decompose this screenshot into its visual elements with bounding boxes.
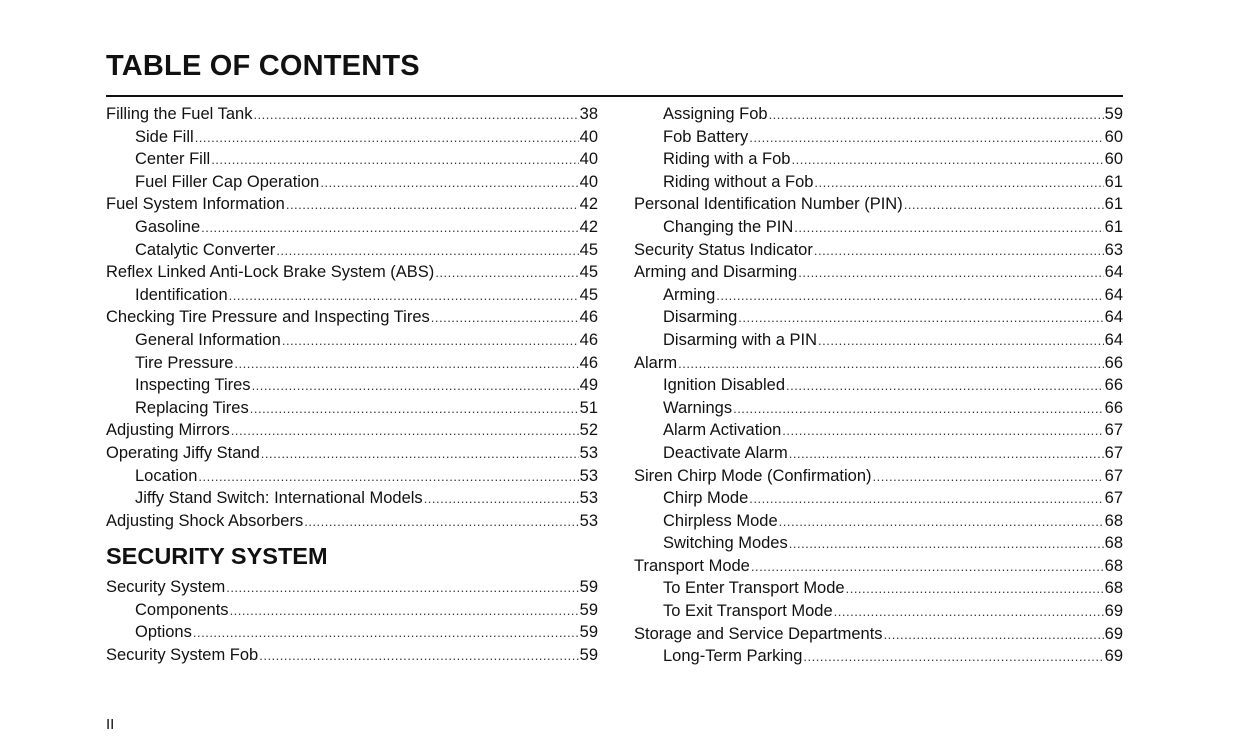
toc-entry — [634, 284, 1123, 307]
toc-entry — [634, 216, 1123, 239]
toc-entry-title: Filling the Fuel Tank — [106, 105, 253, 123]
dot-leader — [234, 353, 578, 376]
toc-entry-title: Replacing Tires — [135, 398, 249, 417]
toc-entry — [634, 397, 1123, 420]
toc-entry-title: Chirpless Mode — [663, 511, 778, 530]
toc-entry-title: Chirp Mode — [663, 489, 749, 508]
toc-entry — [634, 419, 1123, 442]
toc-entry-page-number: 60 — [1104, 150, 1123, 169]
dot-leader — [794, 217, 1103, 240]
dot-leader — [749, 488, 1103, 511]
dot-leader — [678, 353, 1104, 376]
toc-entry-page-number: 66 — [1104, 398, 1123, 417]
toc-entry — [106, 510, 598, 533]
toc-entry-page-number: 59 — [579, 646, 598, 665]
toc-entry-title: Alarm — [634, 353, 678, 372]
toc-entry-title: Checking Tire Pressure and Inspecting Tires — [106, 308, 430, 327]
toc-entry-page-number: 49 — [579, 376, 598, 395]
toc-entry — [106, 148, 598, 171]
toc-entry-page-number: 66 — [1104, 376, 1123, 395]
toc-entry — [634, 329, 1123, 352]
toc-entry-title: Arming — [663, 285, 716, 304]
toc-entry — [106, 397, 598, 420]
toc-entry — [634, 171, 1123, 194]
dot-leader — [253, 104, 578, 127]
toc-entry-page-number: 59 — [579, 600, 598, 619]
toc-list-top — [106, 103, 598, 532]
toc-entry-title: Siren Chirp Mode (Confirmation) — [634, 466, 872, 485]
toc-entry-title: Inspecting Tires — [135, 376, 251, 395]
dot-leader — [250, 398, 579, 421]
toc-entry — [106, 442, 598, 465]
dot-leader — [226, 577, 578, 600]
toc-entry-title: Alarm Activation — [663, 421, 782, 440]
toc-entry — [106, 644, 598, 667]
toc-entry-title: Operating Jiffy Stand — [106, 443, 260, 462]
toc-entry-page-number: 66 — [1104, 353, 1123, 372]
toc-entry-page-number: 69 — [1104, 647, 1123, 666]
dot-leader — [814, 240, 1104, 263]
toc-entry — [634, 555, 1123, 578]
toc-entry-page-number: 40 — [579, 150, 598, 169]
toc-entry — [106, 329, 598, 352]
toc-entry-title: Components — [135, 600, 229, 619]
dot-leader — [791, 149, 1103, 172]
toc-entry-title: Location — [135, 466, 198, 485]
toc-entry-page-number: 46 — [579, 353, 598, 372]
toc-list-bottom — [106, 576, 598, 666]
toc-entry — [634, 600, 1123, 623]
toc-entry-title: Warnings — [663, 398, 733, 417]
toc-entry-title: Catalytic Converter — [135, 240, 276, 259]
dot-leader — [873, 466, 1104, 489]
toc-entry — [106, 171, 598, 194]
toc-entry-title: Tire Pressure — [135, 353, 234, 372]
toc-entry-page-number: 40 — [579, 127, 598, 146]
dot-leader — [259, 645, 578, 668]
toc-entry-page-number: 45 — [579, 240, 598, 259]
toc-entry — [634, 239, 1123, 262]
toc-entry-page-number: 67 — [1104, 466, 1123, 485]
toc-entry — [106, 352, 598, 375]
toc-entry-title: Disarming with a PIN — [663, 330, 818, 349]
toc-entry-title: Switching Modes — [663, 534, 788, 553]
toc-entry-page-number: 53 — [579, 511, 598, 530]
toc-entry-page-number: 64 — [1104, 263, 1123, 282]
toc-entry-title: Deactivate Alarm — [663, 443, 788, 462]
toc-entry — [106, 599, 598, 622]
toc-entry-page-number: 68 — [1104, 534, 1123, 553]
toc-entry — [634, 126, 1123, 149]
dot-leader — [304, 511, 578, 534]
toc-entry — [634, 261, 1123, 284]
toc-entry-title: Personal Identification Number (PIN) — [634, 195, 903, 214]
toc-entry-page-number: 68 — [1104, 579, 1123, 598]
dot-leader — [282, 330, 579, 353]
toc-entry — [634, 148, 1123, 171]
toc-entry-title: Jiffy Stand Switch: International Models — [135, 489, 423, 508]
toc-entry-title: Long-Term Parking — [663, 647, 803, 666]
toc-entry-title: Security Status Indicator — [634, 240, 813, 259]
dot-leader — [193, 622, 579, 645]
dot-leader — [431, 307, 579, 330]
page-title: TABLE OF CONTENTS — [106, 50, 420, 82]
toc-entry — [634, 487, 1123, 510]
dot-leader — [846, 578, 1104, 601]
dot-leader — [230, 600, 579, 623]
toc-entry-title: To Enter Transport Mode — [663, 579, 845, 598]
toc-entry-page-number: 68 — [1104, 556, 1123, 575]
toc-entry-page-number: 61 — [1104, 217, 1123, 236]
toc-entry — [634, 645, 1123, 668]
toc-entry-title: Arming and Disarming — [634, 263, 798, 282]
toc-entry-title: Security System Fob — [106, 646, 259, 665]
dot-leader — [738, 307, 1103, 330]
toc-entry-page-number: 46 — [579, 308, 598, 327]
toc-entry — [634, 510, 1123, 533]
dot-leader — [716, 285, 1103, 308]
toc-entry-title: Security System — [106, 578, 226, 597]
dot-leader — [779, 511, 1104, 534]
toc-entry-page-number: 53 — [579, 443, 598, 462]
toc-entry-page-number: 46 — [579, 330, 598, 349]
toc-entry-page-number: 45 — [579, 263, 598, 282]
toc-entry — [106, 621, 598, 644]
toc-entry-page-number: 53 — [579, 466, 598, 485]
toc-entry-page-number: 59 — [579, 623, 598, 642]
toc-entry-page-number: 40 — [579, 172, 598, 191]
toc-entry-title: Center Fill — [135, 150, 211, 169]
toc-entry-title: Storage and Service Departments — [634, 624, 883, 643]
toc-entry-title: Changing the PIN — [663, 217, 794, 236]
toc-entry-title: Fob Battery — [663, 127, 749, 146]
title-divider — [106, 95, 1123, 97]
toc-entry-page-number: 64 — [1104, 330, 1123, 349]
dot-leader — [435, 262, 578, 285]
toc-entry — [106, 103, 598, 126]
dot-leader — [276, 240, 578, 263]
toc-entry-page-number: 42 — [579, 195, 598, 214]
toc-entry — [634, 623, 1123, 646]
dot-leader — [803, 646, 1103, 669]
toc-entry-page-number: 53 — [579, 489, 598, 508]
dot-leader — [320, 172, 578, 195]
toc-entry-title: Identification — [135, 285, 228, 304]
toc-entry — [634, 103, 1123, 126]
dot-leader — [818, 330, 1104, 353]
dot-leader — [884, 624, 1104, 647]
toc-entry-title: General Information — [135, 330, 281, 349]
toc-entry-page-number: 67 — [1104, 489, 1123, 508]
toc-entry — [106, 419, 598, 442]
dot-leader — [229, 285, 579, 308]
toc-entry-page-number: 63 — [1104, 240, 1123, 259]
toc-entry — [634, 532, 1123, 555]
toc-entry — [106, 216, 598, 239]
toc-entry — [106, 306, 598, 329]
dot-leader — [424, 488, 579, 511]
toc-entry-title: Riding without a Fob — [663, 172, 814, 191]
toc-entry-title: Gasoline — [135, 217, 201, 236]
toc-entry-page-number: 61 — [1104, 195, 1123, 214]
dot-leader — [786, 375, 1104, 398]
toc-entry-page-number: 67 — [1104, 421, 1123, 440]
toc-entry-title: Reflex Linked Anti-Lock Brake System (ABS) — [106, 263, 435, 282]
dot-leader — [904, 194, 1104, 217]
toc-left-column — [106, 103, 598, 667]
toc-entry-page-number: 52 — [579, 421, 598, 440]
toc-entry — [634, 577, 1123, 600]
section-heading-security-system: SECURITY SYSTEM — [106, 543, 328, 570]
toc-entry-title: To Exit Transport Mode — [663, 602, 833, 621]
toc-entry-title: Adjusting Mirrors — [106, 421, 230, 440]
dot-leader — [789, 533, 1104, 556]
toc-entry-title: Transport Mode — [634, 556, 750, 575]
toc-entry — [106, 239, 598, 262]
toc-entry-title: Fuel System Information — [106, 195, 285, 214]
toc-entry-title: Assigning Fob — [663, 105, 768, 123]
dot-leader — [211, 149, 578, 172]
toc-entry — [106, 374, 598, 397]
toc-entry — [106, 284, 598, 307]
toc-entry-title: Riding with a Fob — [663, 150, 791, 169]
toc-entry-title: Adjusting Shock Absorbers — [106, 511, 304, 530]
dot-leader — [782, 420, 1103, 443]
toc-entry — [634, 352, 1123, 375]
dot-leader — [814, 172, 1103, 195]
toc-entry-title: Disarming — [663, 308, 738, 327]
toc-entry — [106, 261, 598, 284]
toc-entry — [634, 193, 1123, 216]
toc-entry-page-number: 51 — [579, 398, 598, 417]
toc-entry — [106, 487, 598, 510]
toc-entry — [634, 306, 1123, 329]
dot-leader — [798, 262, 1103, 285]
toc-entry-page-number: 38 — [579, 105, 598, 123]
dot-leader — [751, 556, 1104, 579]
toc-entry-title: Side Fill — [135, 127, 194, 146]
toc-entry — [634, 465, 1123, 488]
toc-entry — [634, 442, 1123, 465]
toc-entry-title: Ignition Disabled — [663, 376, 785, 395]
toc-entry — [106, 126, 598, 149]
toc-entry-page-number: 45 — [579, 285, 598, 304]
dot-leader — [231, 420, 579, 443]
toc-entry-page-number: 69 — [1104, 602, 1123, 621]
dot-leader — [769, 104, 1104, 127]
toc-entry-page-number: 69 — [1104, 624, 1123, 643]
page-number: II — [106, 716, 115, 733]
dot-leader — [733, 398, 1104, 421]
dot-leader — [252, 375, 579, 398]
dot-leader — [198, 466, 578, 489]
dot-leader — [789, 443, 1104, 466]
toc-entry — [106, 193, 598, 216]
toc-entry — [634, 374, 1123, 397]
toc-entry — [106, 576, 598, 599]
toc-list-right — [634, 103, 1123, 668]
toc-entry-page-number: 64 — [1104, 285, 1123, 304]
toc-entry-page-number: 61 — [1104, 172, 1123, 191]
toc-entry-page-number: 42 — [579, 217, 598, 236]
toc-entry-page-number: 60 — [1104, 127, 1123, 146]
toc-entry — [106, 465, 598, 488]
dot-leader — [195, 127, 579, 150]
dot-leader — [201, 217, 579, 240]
toc-entry-page-number: 59 — [579, 578, 598, 597]
toc-right-column — [634, 103, 1123, 668]
toc-entry-page-number: 67 — [1104, 443, 1123, 462]
toc-entry-page-number: 68 — [1104, 511, 1123, 530]
dot-leader — [261, 443, 579, 466]
dot-leader — [286, 194, 579, 217]
dot-leader — [749, 127, 1103, 150]
toc-entry-title: Options — [135, 623, 192, 642]
dot-leader — [834, 601, 1104, 624]
toc-entry-page-number: 64 — [1104, 308, 1123, 327]
toc-entry-page-number: 59 — [1104, 105, 1123, 123]
toc-entry-title: Fuel Filler Cap Operation — [135, 172, 320, 191]
